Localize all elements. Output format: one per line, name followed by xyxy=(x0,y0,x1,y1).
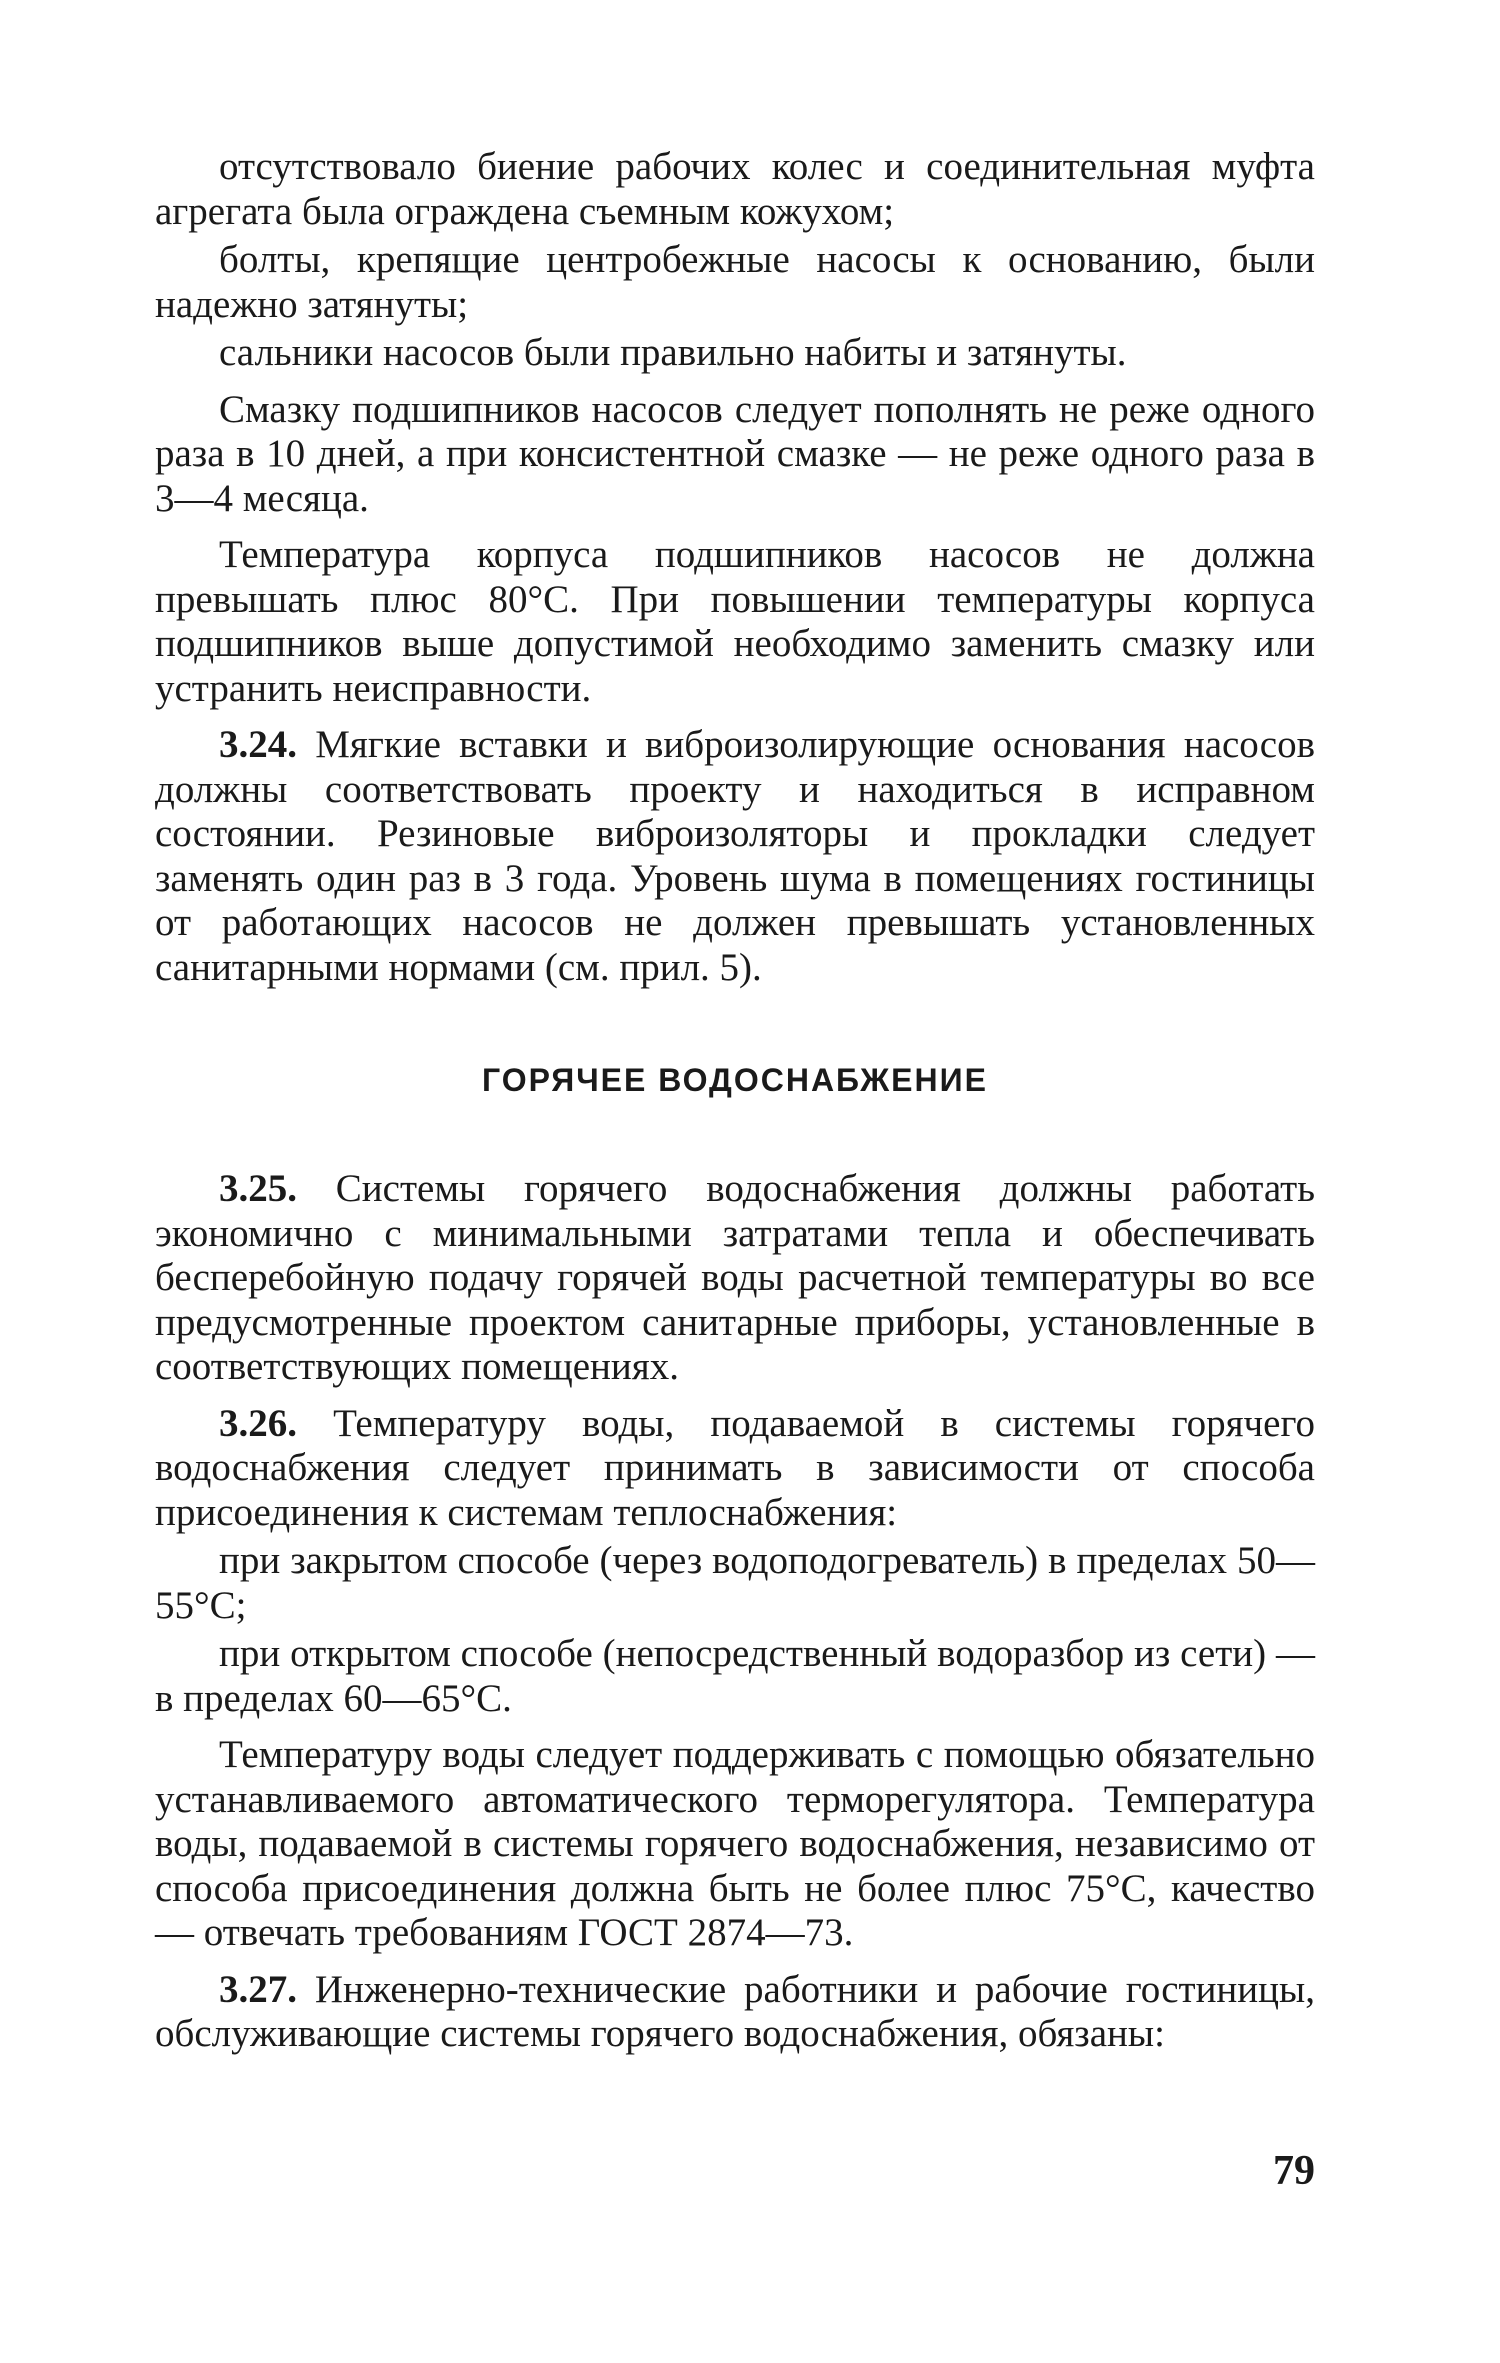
paragraph-3-26: 3.26. Температуру воды, подаваемой в системы горячего водоснабжения следует принимать в зависимости от способа присоединения к системам теплоснабжения: xyxy=(155,1401,1316,1534)
paragraph-3-24: 3.24. Мягкие вставки и виброизолирующие основания насосов должны соответствовать проекту и находиться в исправном состоянии. Резиновые виброизоляторы и прокладки следует заменять один раз в 3 года. Уровень шума в помещениях гостиницы от работающих насосов не должен превышать установленных санитарными нормами (см. прил. 5). xyxy=(155,723,1316,989)
paragraph-thermostat: Температуру воды следует поддерживать с помощью обязательно устанавливаемого автоматического терморегулятора. Температура воды, подаваемой в системы горячего водоснабжения, независимо от способа присоединения должна быть не более плюс 75°С, качество — отвечать требованиям ГОСТ 2874—73. xyxy=(155,1733,1315,1954)
clause-number: 3.24. xyxy=(219,723,297,766)
clause-number: 3.26. xyxy=(219,1401,297,1445)
paragraph-runout: отсутствовало биение рабочих колес и соединительная муфта агрегата была ограждена съемным кожухом; xyxy=(155,145,1315,233)
paragraph-bearing-temperature: Температура корпуса подшипников насосов не должна превышать плюс 80°С. При повышении температуры корпуса подшипников выше допустимой необходимо заменить смазку или устранить неисправности. xyxy=(155,533,1315,710)
clause-number: 3.25. xyxy=(219,1167,297,1210)
section-heading: ГОРЯЧЕЕ ВОДОСНАБЖЕНИЕ xyxy=(482,1062,988,1098)
paragraph-lubrication: Смазку подшипников насосов следует пополнять не реже одного раза в 10 дней, а при консистентной смазке — не реже одного раза в 3—4 месяца. xyxy=(155,387,1315,520)
paragraph-glands: сальники насосов были правильно набиты и затянуты. xyxy=(219,331,1127,374)
page-body xyxy=(155,145,1315,2061)
paragraph-3-27: 3.27. Инженерно-технические работники и рабочие гостиницы, обслуживающие системы горячего водоснабжения, обязаны: xyxy=(155,1967,1316,2055)
paragraph-bolts: болты, крепящие центробежные насосы к основанию, были надежно затянуты; xyxy=(155,238,1315,326)
clause-number: 3.27. xyxy=(219,1967,297,2011)
paragraph-3-25: 3.25. Системы горячего водоснабжения должны работать экономично с минимальными затратами тепла и обеспечивать бесперебойную подачу горячей воды расчетной температуры во все предусмотренные проектом санитарные приборы, установленные в соответствующих помещениях. xyxy=(155,1167,1315,1388)
page-number: 79 xyxy=(1273,2148,1315,2194)
paragraph-open-method: при открытом способе (непосредственный водоразбор из сети) — в пределах 60—65°С. xyxy=(155,1632,1315,1720)
paragraph-closed-method: при закрытом способе (через водоподогреватель) в пределах 50—55°С; xyxy=(155,1539,1315,1627)
